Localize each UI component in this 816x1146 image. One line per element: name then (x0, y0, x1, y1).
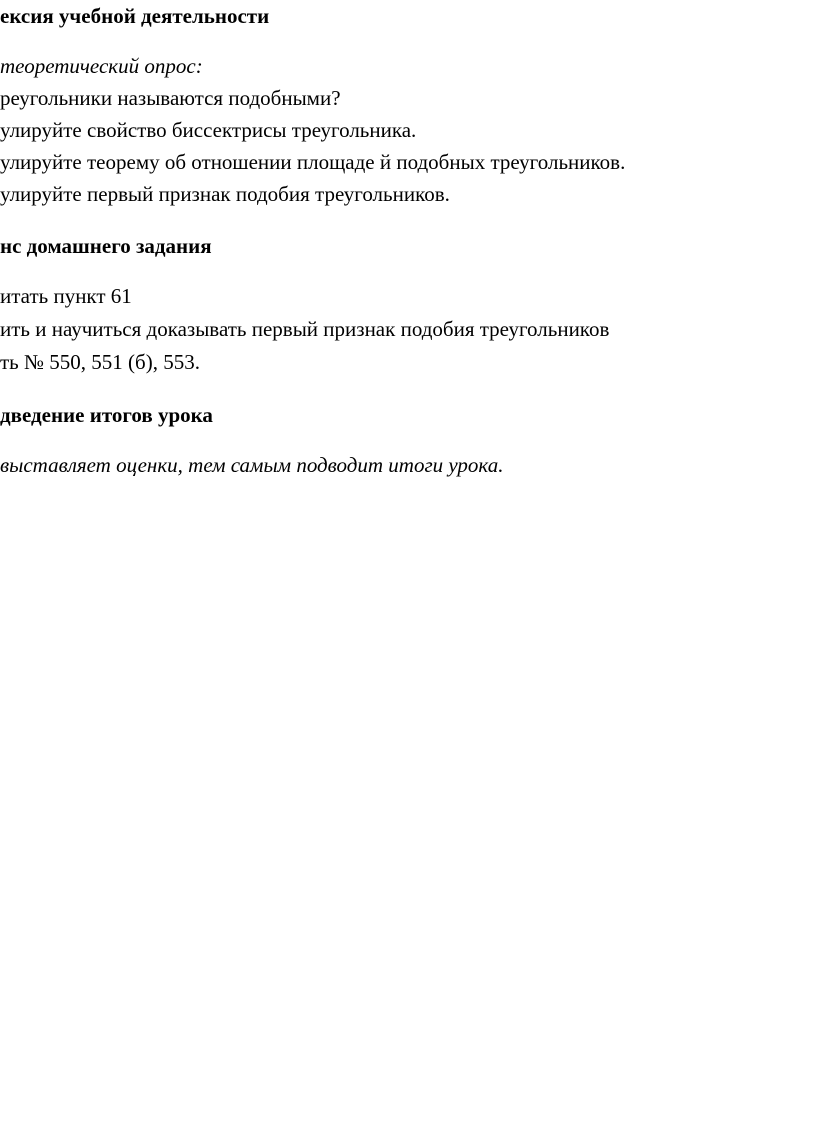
section-heading-homework: нс домашнего задания (0, 234, 212, 258)
homework-item: ть № 550, 551 (б), 553. (0, 350, 200, 374)
question-item: улируйте первый признак подобия треугольников. (0, 182, 450, 206)
oral-survey-intro: теоретический опрос: (0, 54, 203, 78)
homework-item: ить и научиться доказывать первый признак подобия треугольников (0, 317, 610, 341)
section-heading-reflection: ексия учебной деятельности (0, 4, 270, 28)
section-heading-summary: дведение итогов урока (0, 403, 213, 427)
question-item: реугольники называются подобными? (0, 86, 341, 110)
question-item: улируйте свойство биссектрисы треугольника. (0, 118, 417, 142)
question-item: улируйте теорему об отношении площаде й подобных треугольников. (0, 150, 626, 174)
homework-item: итать пункт 61 (0, 284, 132, 308)
summary-note: выставляет оценки, тем самым подводит итоги урока. (0, 453, 504, 477)
